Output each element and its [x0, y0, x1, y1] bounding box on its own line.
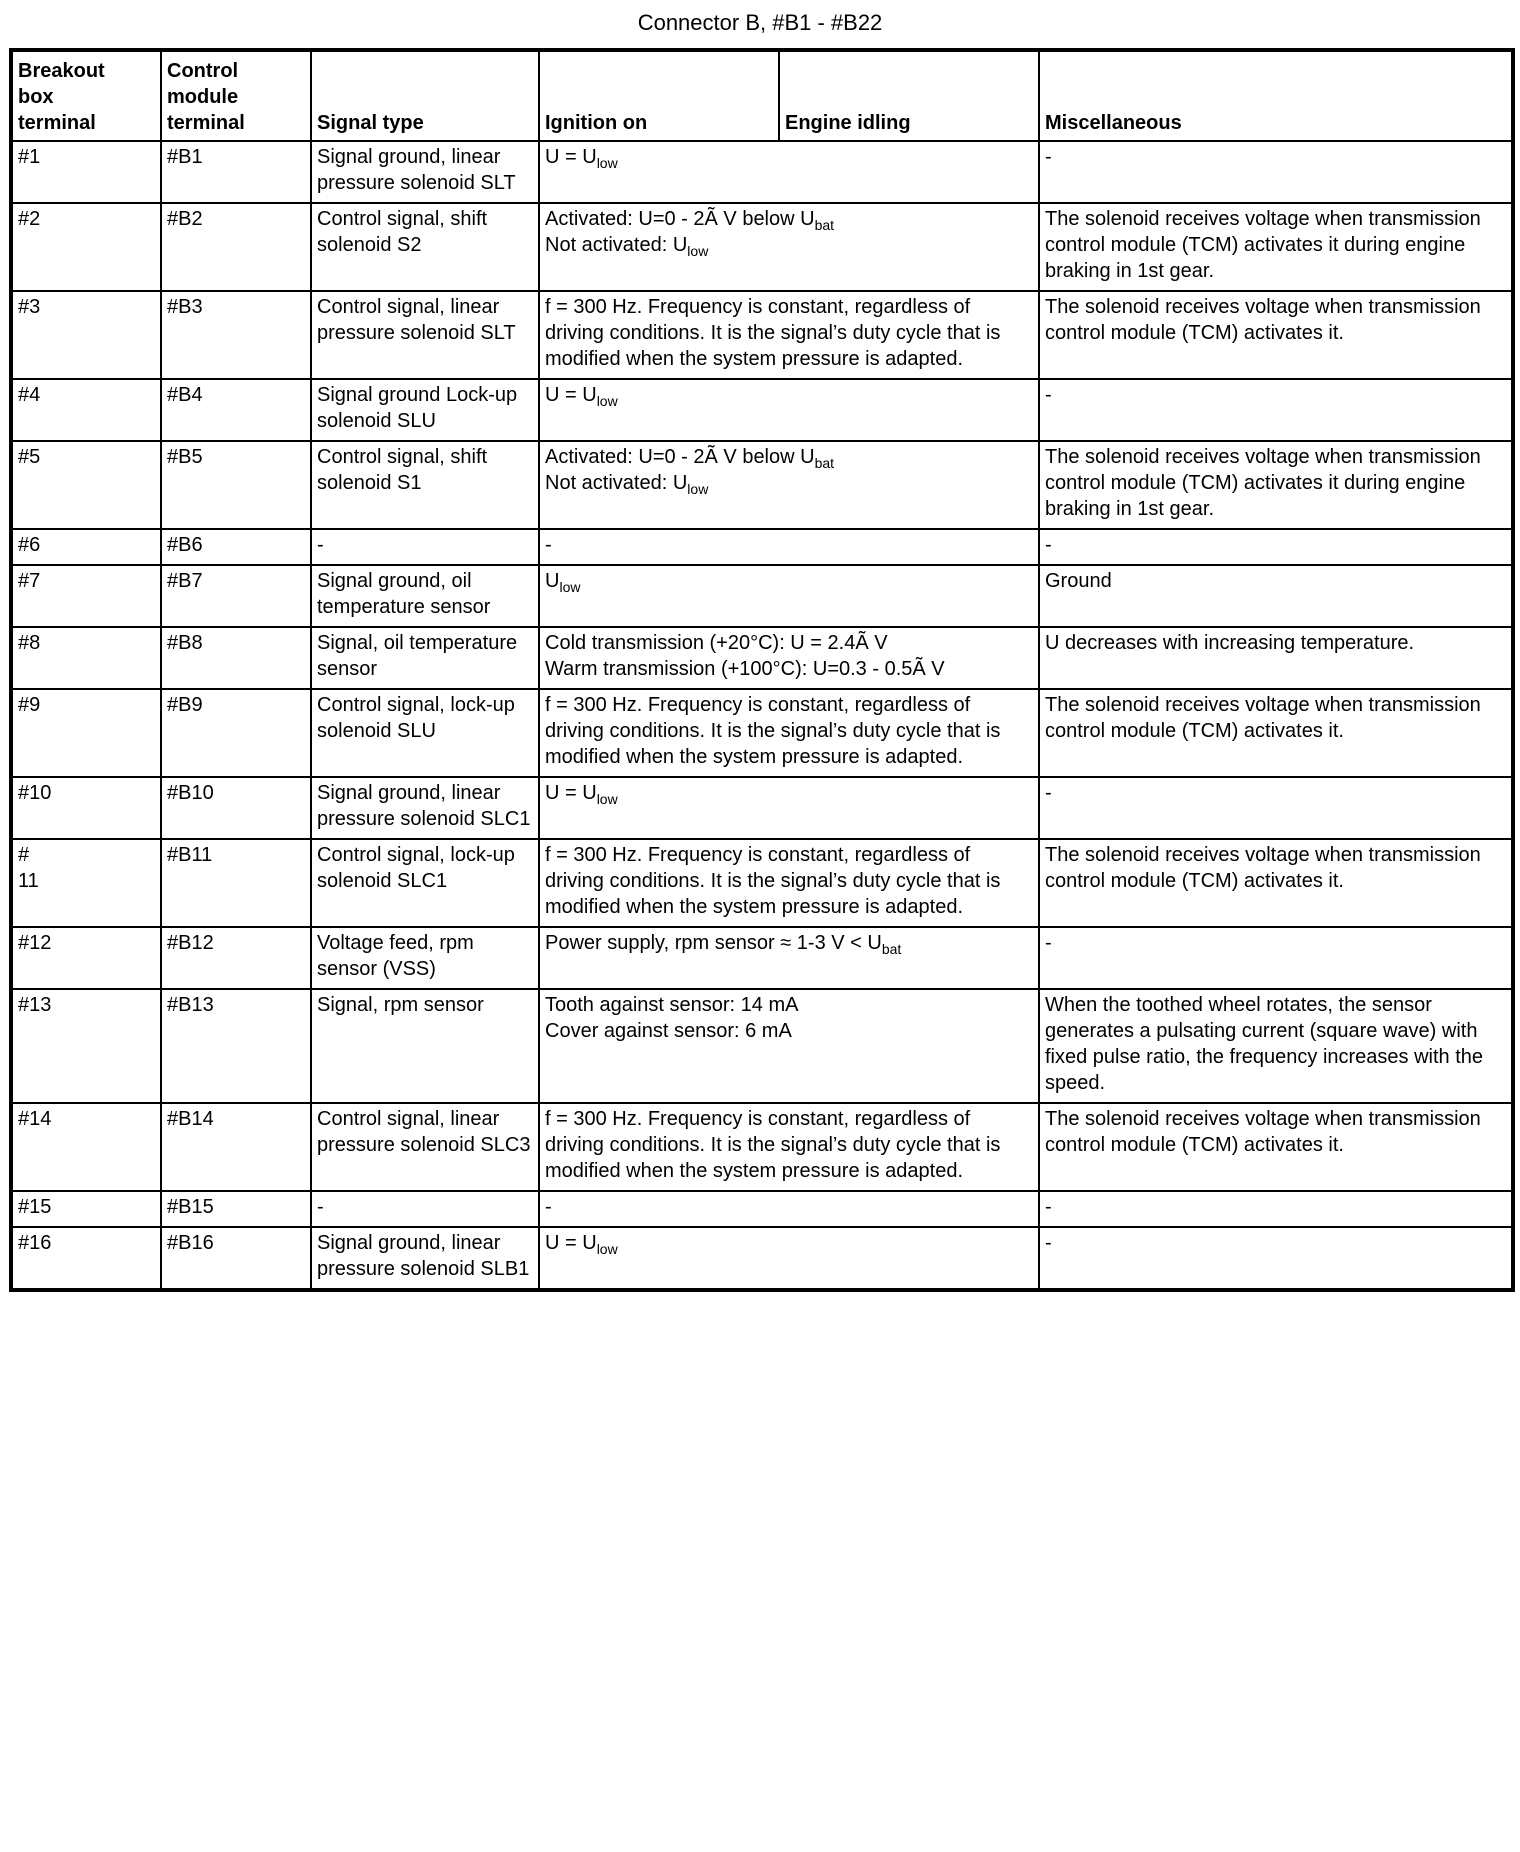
cell-module-terminal: #B14 — [161, 1103, 311, 1191]
table-row — [11, 839, 1513, 927]
cell-miscellaneous: U decreases with increasing temperature. — [1039, 627, 1513, 689]
cell-signal-type: Signal, rpm sensor — [311, 989, 539, 1103]
cell-signal-type: Signal ground Lock-up solenoid SLU — [311, 379, 539, 441]
cell-breakout-terminal: #5 — [11, 441, 161, 529]
cell-miscellaneous: Ground — [1039, 565, 1513, 627]
cell-miscellaneous: - — [1039, 141, 1513, 203]
cell-breakout-terminal: #16 — [11, 1227, 161, 1290]
cell-module-terminal: #B6 — [161, 529, 311, 565]
cell-module-terminal: #B2 — [161, 203, 311, 291]
header-breakout-box-terminal: Breakout box terminal — [11, 50, 161, 141]
cell-breakout-terminal: # 11 — [11, 839, 161, 927]
table-row — [11, 989, 1513, 1103]
cell-signal-type: Signal ground, linear pressure solenoid SLC1 — [311, 777, 539, 839]
cell-signal-type: Voltage feed, rpm sensor (VSS) — [311, 927, 539, 989]
cell-module-terminal: #B5 — [161, 441, 311, 529]
cell-ignition-engine: - — [539, 529, 1039, 565]
cell-ignition-engine: Cold transmission (+20°C): U = 2.4Ã V Warm transmission (+100°C): U=0.3 - 0.5Ã V — [539, 627, 1039, 689]
cell-signal-type: Signal ground, linear pressure solenoid SLB1 — [311, 1227, 539, 1290]
cell-breakout-terminal: #1 — [11, 141, 161, 203]
cell-breakout-terminal: #7 — [11, 565, 161, 627]
cell-module-terminal: #B9 — [161, 689, 311, 777]
cell-miscellaneous: - — [1039, 777, 1513, 839]
cell-signal-type: Signal ground, linear pressure solenoid SLT — [311, 141, 539, 203]
header-row — [11, 50, 1513, 141]
cell-breakout-terminal: #10 — [11, 777, 161, 839]
table-row — [11, 689, 1513, 777]
cell-module-terminal: #B11 — [161, 839, 311, 927]
cell-breakout-terminal: #13 — [11, 989, 161, 1103]
cell-ignition-engine: f = 300 Hz. Frequency is constant, regardless of driving conditions. It is the signal’s duty cycle that is modified when the system pressure is adapted. — [539, 839, 1039, 927]
table-row — [11, 141, 1513, 203]
cell-module-terminal: #B7 — [161, 565, 311, 627]
header-miscellaneous: Miscellaneous — [1039, 50, 1513, 141]
table-row — [11, 565, 1513, 627]
table-row — [11, 627, 1513, 689]
cell-signal-type: Control signal, lock-up solenoid SLC1 — [311, 839, 539, 927]
cell-signal-type: Signal, oil temperature sensor — [311, 627, 539, 689]
cell-ignition-engine: - — [539, 1191, 1039, 1227]
cell-miscellaneous: - — [1039, 927, 1513, 989]
table-row — [11, 1103, 1513, 1191]
cell-ignition-engine: $U_{low}$ — [539, 565, 1039, 627]
cell-ignition-engine: Activated: U=0 - 2Ã V below $U_{bat}$ Not activated: $U_{low}$ — [539, 203, 1039, 291]
cell-module-terminal: #B12 — [161, 927, 311, 989]
cell-module-terminal: #B16 — [161, 1227, 311, 1290]
table-row — [11, 1227, 1513, 1290]
header-signal-type: Signal type — [311, 50, 539, 141]
cell-ignition-engine: $U = U_{low}$ — [539, 141, 1039, 203]
cell-ignition-engine: $U = U_{low}$ — [539, 379, 1039, 441]
cell-module-terminal: #B4 — [161, 379, 311, 441]
cell-breakout-terminal: #4 — [11, 379, 161, 441]
cell-module-terminal: #B8 — [161, 627, 311, 689]
cell-ignition-engine: $U = U_{low}$ — [539, 777, 1039, 839]
cell-breakout-terminal: #9 — [11, 689, 161, 777]
cell-miscellaneous: The solenoid receives voltage when transmission control module (TCM) activates it. — [1039, 1103, 1513, 1191]
header-control-module-terminal: Control module terminal — [161, 50, 311, 141]
cell-signal-type: Control signal, linear pressure solenoid SLT — [311, 291, 539, 379]
cell-ignition-engine: f = 300 Hz. Frequency is constant, regardless of driving conditions. It is the signal’s duty cycle that is modified when the system pressure is adapted. — [539, 689, 1039, 777]
table-row — [11, 379, 1513, 441]
cell-miscellaneous: The solenoid receives voltage when transmission control module (TCM) activates it during engine braking in 1st gear. — [1039, 203, 1513, 291]
cell-module-terminal: #B1 — [161, 141, 311, 203]
cell-miscellaneous: - — [1039, 1191, 1513, 1227]
cell-signal-type: Signal ground, oil temperature sensor — [311, 565, 539, 627]
cell-ignition-engine: f = 300 Hz. Frequency is constant, regardless of driving conditions. It is the signal’s duty cycle that is modified when the system pressure is adapted. — [539, 1103, 1039, 1191]
table-row — [11, 203, 1513, 291]
cell-miscellaneous: The solenoid receives voltage when transmission control module (TCM) activates it during engine braking in 1st gear. — [1039, 441, 1513, 529]
cell-signal-type: Control signal, shift solenoid S1 — [311, 441, 539, 529]
header-ignition-on: Ignition on — [539, 50, 779, 141]
table-row — [11, 1191, 1513, 1227]
cell-miscellaneous: - — [1039, 529, 1513, 565]
cell-miscellaneous: The solenoid receives voltage when transmission control module (TCM) activates it. — [1039, 291, 1513, 379]
table-row — [11, 927, 1513, 989]
table-row — [11, 291, 1513, 379]
cell-ignition-engine: Tooth against sensor: 14 mA Cover against sensor: 6 mA — [539, 989, 1039, 1103]
cell-breakout-terminal: #8 — [11, 627, 161, 689]
cell-module-terminal: #B13 — [161, 989, 311, 1103]
cell-module-terminal: #B3 — [161, 291, 311, 379]
cell-miscellaneous: - — [1039, 379, 1513, 441]
cell-signal-type: - — [311, 1191, 539, 1227]
cell-miscellaneous: The solenoid receives voltage when transmission control module (TCM) activates it. — [1039, 839, 1513, 927]
cell-signal-type: - — [311, 529, 539, 565]
cell-ignition-engine: $U = U_{low}$ — [539, 1227, 1039, 1290]
page-title: Connector B, #B1 - #B22 — [637, 10, 883, 35]
cell-signal-type: Control signal, linear pressure solenoid SLC3 — [311, 1103, 539, 1191]
cell-signal-type: Control signal, shift solenoid S2 — [311, 203, 539, 291]
table-row — [11, 441, 1513, 529]
cell-ignition-engine: Activated: U=0 - 2Ã V below $U_{bat}$ Not activated: $U_{low}$ — [539, 441, 1039, 529]
header-engine-idling: Engine idling — [779, 50, 1039, 141]
connector-b-table — [9, 48, 1515, 1292]
cell-breakout-terminal: #15 — [11, 1191, 161, 1227]
table-row — [11, 529, 1513, 565]
cell-miscellaneous: The solenoid receives voltage when transmission control module (TCM) activates it. — [1039, 689, 1513, 777]
cell-breakout-terminal: #14 — [11, 1103, 161, 1191]
cell-ignition-engine: Power supply, rpm sensor ≈ 1-3 $V < U_{bat}$ — [539, 927, 1039, 989]
cell-miscellaneous: When the toothed wheel rotates, the sensor generates a pulsating current (square wave) with fixed pulse ratio, the frequency increases with the speed. — [1039, 989, 1513, 1103]
cell-ignition-engine: f = 300 Hz. Frequency is constant, regardless of driving conditions. It is the signal’s duty cycle that is modified when the system pressure is adapted. — [539, 291, 1039, 379]
cell-breakout-terminal: #6 — [11, 529, 161, 565]
table-row — [11, 777, 1513, 839]
cell-module-terminal: #B10 — [161, 777, 311, 839]
cell-breakout-terminal: #2 — [11, 203, 161, 291]
cell-breakout-terminal: #3 — [11, 291, 161, 379]
cell-signal-type: Control signal, lock-up solenoid SLU — [311, 689, 539, 777]
cell-miscellaneous: - — [1039, 1227, 1513, 1290]
cell-breakout-terminal: #12 — [11, 927, 161, 989]
cell-module-terminal: #B15 — [161, 1191, 311, 1227]
